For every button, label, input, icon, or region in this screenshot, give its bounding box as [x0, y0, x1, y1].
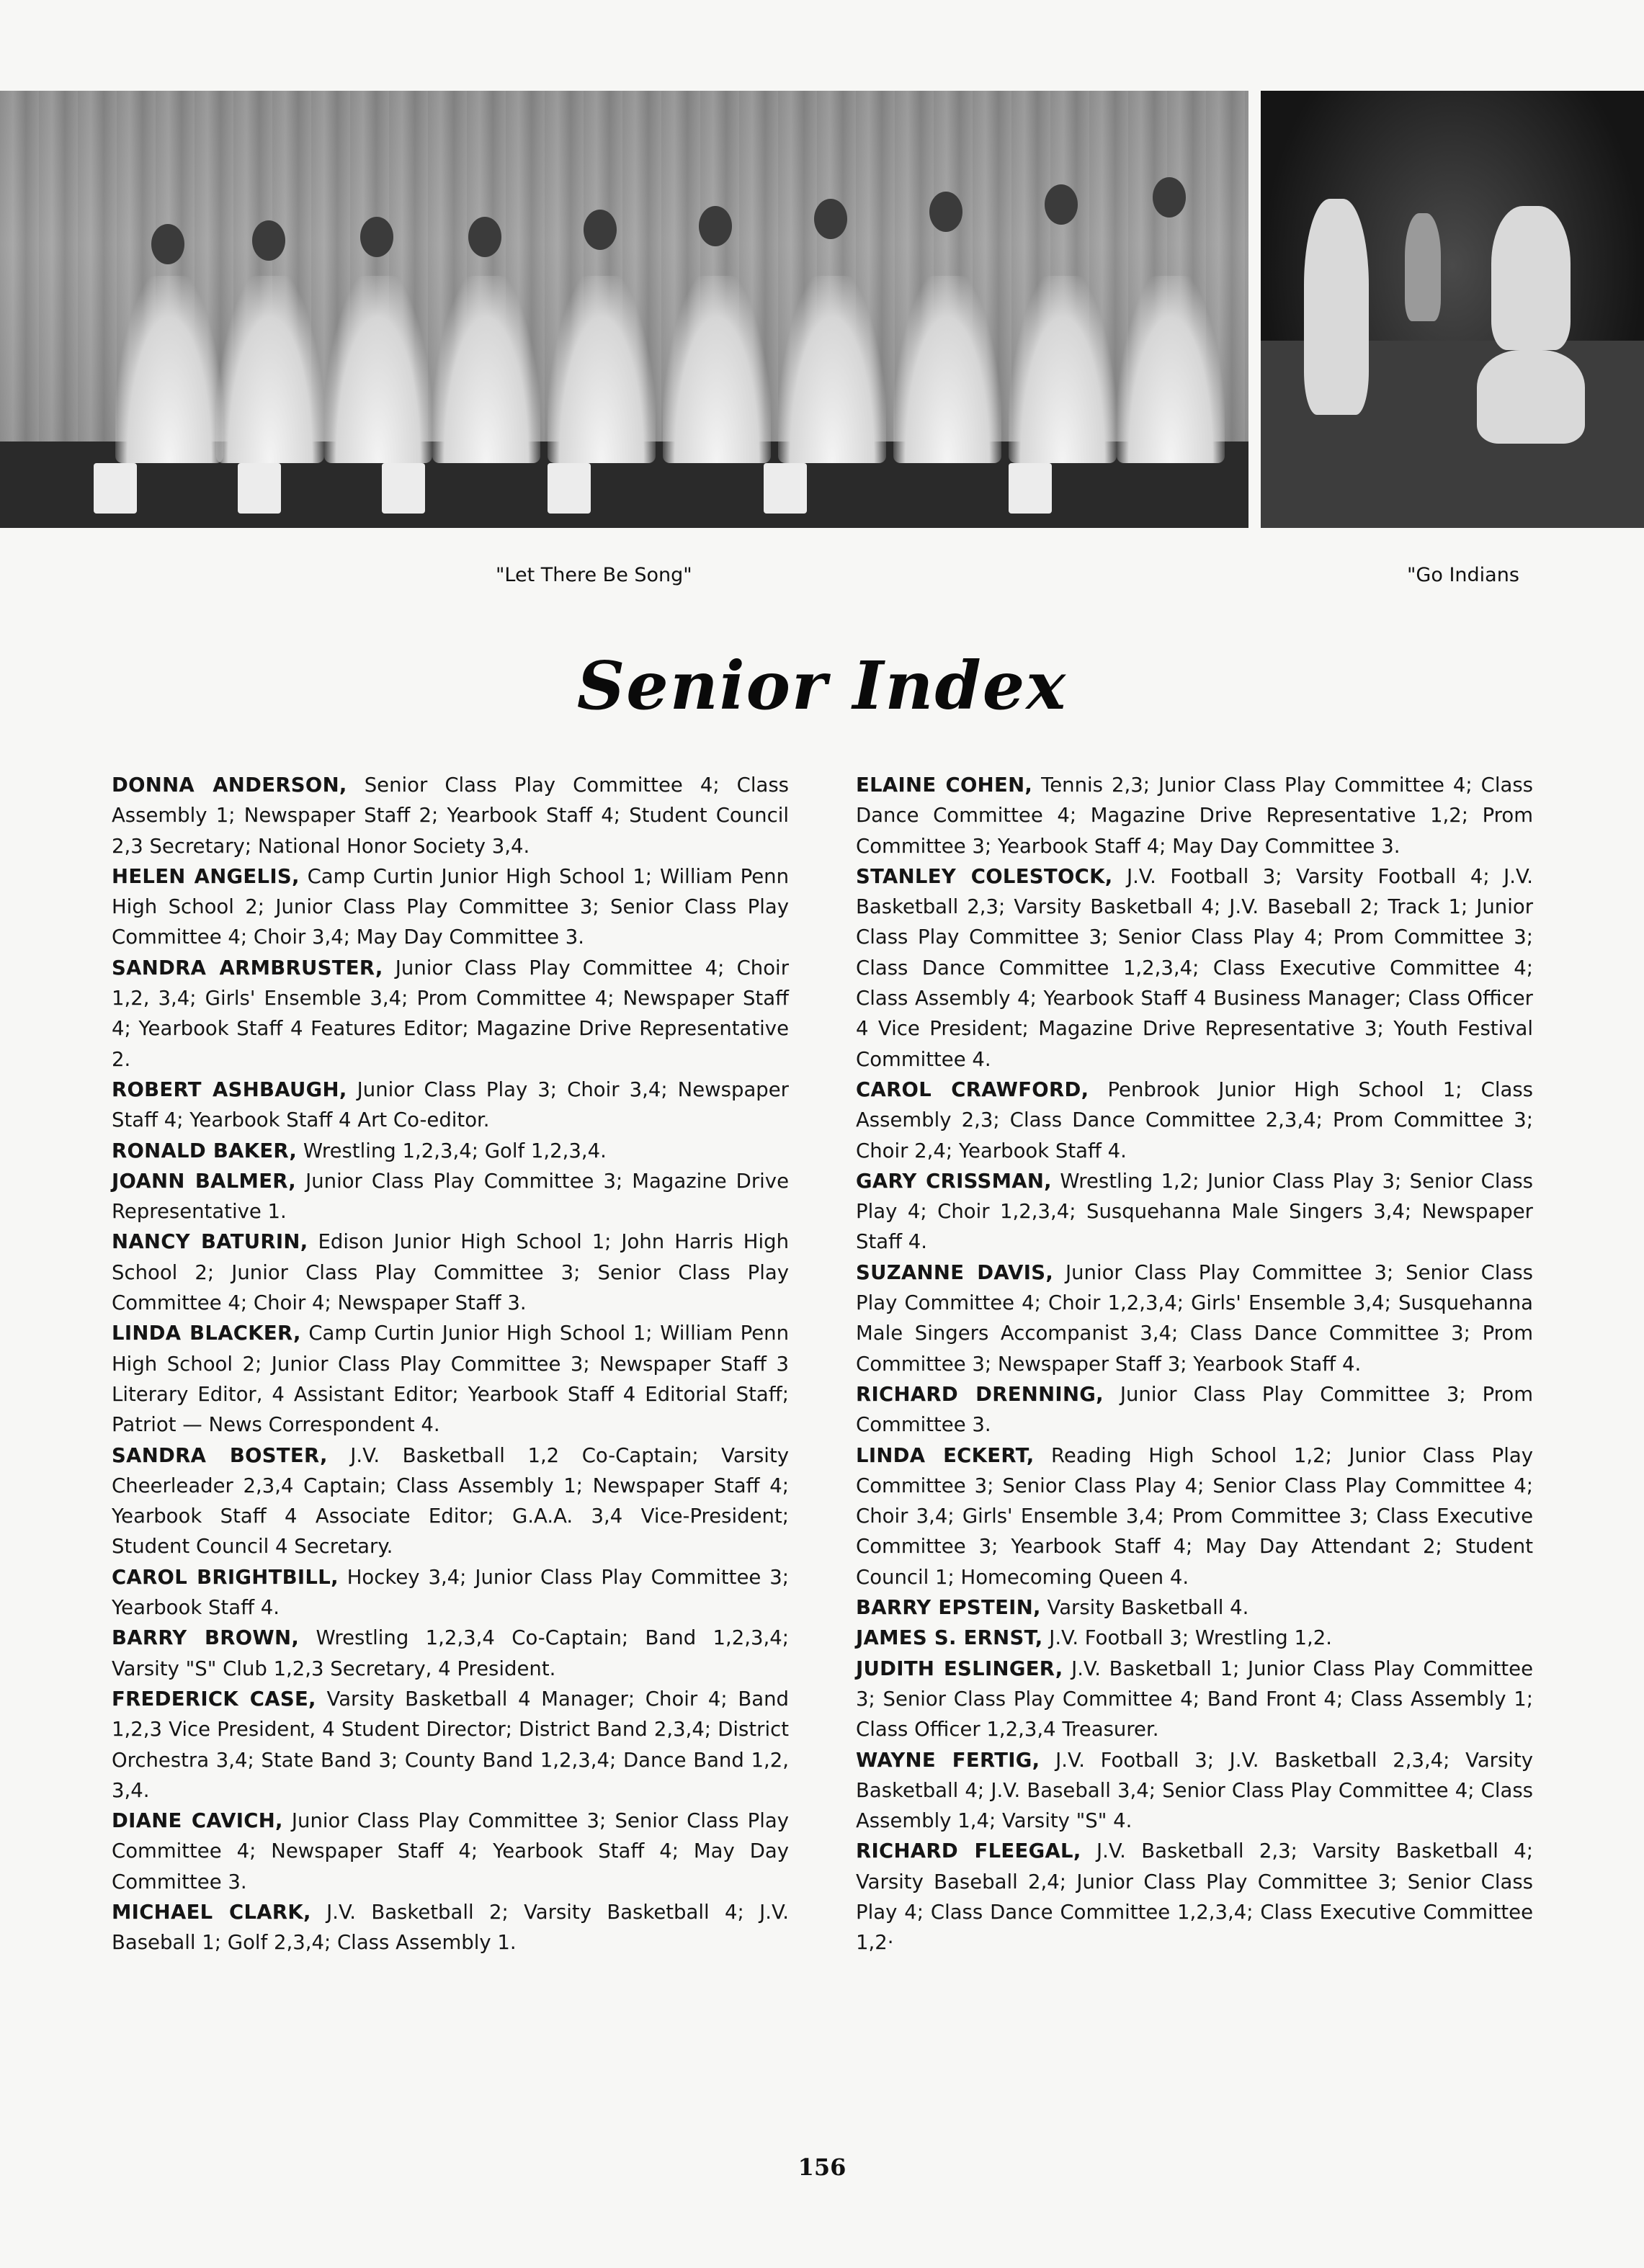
senior-entry — [856, 770, 1533, 861]
senior-activities: Edison Junior High School 1; John Harris High School 2; Junior Class Play Committee 3; Senior Class Play Committee 4; Choir 4; Newspaper Staff 3. — [112, 1230, 790, 1315]
singer-figure — [432, 276, 540, 463]
football-player — [1477, 350, 1585, 444]
football-player — [1491, 206, 1571, 350]
football-photo — [1261, 91, 1644, 528]
singer-head — [584, 210, 617, 250]
senior-name: FREDERICK CASE, — [112, 1687, 316, 1711]
senior-entry — [112, 1227, 789, 1318]
senior-name: BARRY BROWN, — [112, 1626, 300, 1650]
senior-activities: J.V. Basketball 1; Junior Class Play Committee 3; Senior Class Play Committee 4; Band Front 4; Class Assembly 1; Class Officer 1,2,3,4 Treasurer. — [856, 1657, 1533, 1742]
photo-caption-football: "Go Indians — [1407, 564, 1519, 586]
singer-figure — [1117, 276, 1225, 463]
singer-head — [1045, 184, 1078, 225]
senior-entry — [856, 1166, 1533, 1258]
senior-entry — [856, 1654, 1533, 1745]
senior-activities: Junior Class Play 3; Choir 3,4; Newspaper Staff 4; Yearbook Staff 4 Art Co-editor. — [112, 1077, 789, 1132]
singer-head — [151, 224, 184, 264]
senior-entry — [112, 1684, 789, 1806]
senior-entry — [856, 861, 1533, 1075]
senior-activities: J.V. Football 3; J.V. Basketball 2,3,4; Varsity Basketball 4; J.V. Baseball 3,4; Senior Class Play Committee 4; Class Assembly 1,4; Varsity "S" 4. — [856, 1748, 1533, 1833]
senior-entry — [112, 1440, 789, 1562]
singer-head — [252, 220, 285, 261]
senior-name: SUZANNE DAVIS, — [856, 1260, 1054, 1284]
flower-pot — [548, 463, 591, 514]
senior-entry — [856, 1745, 1533, 1837]
senior-name: SANDRA BOSTER, — [112, 1443, 328, 1467]
football-player — [1304, 199, 1369, 415]
senior-name: RICHARD DRENNING, — [856, 1382, 1104, 1406]
page-title: Senior Index — [576, 647, 1068, 725]
singer-head — [814, 199, 847, 239]
senior-activities: Junior Class Play Committee 3; Prom Committee 3. — [856, 1382, 1533, 1437]
flower-pot — [1009, 463, 1052, 514]
senior-name: JOANN BALMER, — [112, 1169, 297, 1193]
senior-activities: Varsity Basketball 4. — [1047, 1596, 1249, 1620]
senior-entry — [112, 1075, 789, 1136]
senior-name: LINDA BLACKER, — [112, 1322, 301, 1345]
singer-head — [360, 217, 393, 257]
photo-caption-choir: "Let There Be Song" — [496, 564, 692, 586]
senior-entry — [856, 1592, 1533, 1623]
senior-activities: Wrestling 1,2,3,4 Co-Captain; Band 1,2,3,4; Varsity "S" Club 1,2,3 Secretary, 4 President. — [112, 1626, 789, 1680]
senior-name: JAMES S. ERNST, — [856, 1626, 1043, 1650]
singer-figure — [778, 276, 886, 463]
senior-entry — [856, 1379, 1533, 1440]
senior-activities: Junior Class Play Committee 4; Choir 1,2, 3,4; Girls' Ensemble 3,4; Prom Committee 4; Newspaper Staff 4; Yearbook Staff 4 Features Editor; Magazine Drive Representative 2. — [112, 956, 789, 1071]
senior-activities: Wrestling 1,2,3,4; Golf 1,2,3,4. — [303, 1139, 607, 1162]
senior-activities: Penbrook Junior High School 1; Class Assembly 2,3; Class Dance Committee 2,3,4; Prom Committee 3; Choir 2,4; Yearbook Staff 4. — [856, 1077, 1533, 1162]
senior-name: SANDRA ARMBRUSTER, — [112, 956, 383, 980]
choir-photo — [0, 91, 1248, 528]
singer-head — [699, 206, 732, 246]
senior-name: GARY CRISSMAN, — [856, 1169, 1052, 1193]
senior-name: NANCY BATURIN, — [112, 1230, 308, 1254]
senior-name: CAROL BRIGHTBILL, — [112, 1565, 339, 1589]
senior-name: RONALD BAKER, — [112, 1139, 298, 1162]
singer-figure — [216, 276, 324, 463]
senior-name: JUDITH ESLINGER, — [856, 1657, 1063, 1680]
senior-name: ELAINE COHEN, — [856, 774, 1033, 797]
senior-entry — [112, 1136, 789, 1166]
senior-entry — [112, 1623, 789, 1684]
senior-activities: J.V. Basketball 2; Varsity Basketball 4; J.V. Baseball 1; Golf 2,3,4; Class Assembly 1. — [112, 1900, 789, 1955]
senior-name: DIANE CAVICH, — [112, 1809, 283, 1833]
senior-activities: Junior Class Play Committee 3; Senior Class Play Committee 4; Choir 1,2,3,4; Girls' Ensemble 3,4; Susquehanna Male Singers Accompanist 3,4; Class Dance Committee 3; Prom Committee 3; Newspaper Staff 3; Yearbook Staff 4. — [856, 1260, 1533, 1376]
senior-activities: J.V. Basketball 2,3; Varsity Basketball 4; Varsity Baseball 2,4; Junior Class Play Committee 3; Senior Class Play 4; Class Dance Committee 1,2,3,4; Class Executive Committee 1,2· — [856, 1839, 1534, 1955]
senior-entry — [856, 1836, 1533, 1958]
senior-name: STANLEY COLESTOCK, — [856, 864, 1113, 888]
senior-entry — [856, 1440, 1533, 1592]
flower-pot — [94, 463, 137, 514]
index-column-left — [112, 770, 789, 1958]
senior-name: MICHAEL CLARK, — [112, 1900, 311, 1924]
senior-name: HELEN ANGELIS, — [112, 864, 300, 888]
singer-head — [929, 192, 962, 232]
senior-name: ROBERT ASHBAUGH, — [112, 1077, 347, 1101]
singer-figure — [115, 276, 223, 463]
senior-entry — [112, 1897, 789, 1958]
senior-activities: Junior Class Play Committee 3; Senior Class Play Committee 4; Newspaper Staff 4; Yearbook Staff 4; May Day Committee 3. — [112, 1809, 790, 1893]
flower-pot — [382, 463, 425, 514]
senior-entry — [112, 953, 789, 1075]
senior-name: LINDA ECKERT, — [856, 1443, 1035, 1467]
singer-figure — [893, 276, 1001, 463]
senior-name: CAROL CRAWFORD, — [856, 1077, 1089, 1101]
singer-figure — [663, 276, 771, 463]
senior-activities: Hockey 3,4; Junior Class Play Committee 3; Yearbook Staff 4. — [112, 1565, 789, 1620]
senior-entry — [112, 1806, 789, 1897]
senior-activities: J.V. Football 3; Varsity Football 4; J.V. Basketball 2,3; Varsity Basketball 4; J.V. Baseball 2; Track 1; Junior Class Play Committee 3; Senior Class Play 4; Prom Committee 3; Class Dance Committee 1,2,3,4; Class Executive Committee 4; Class Assembly 4; Yearbook Staff 4 Business Manager; Class Officer 4 Vice President; Magazine Drive Representative 3; Youth Festival Committee 4. — [856, 864, 1533, 1071]
senior-activities: Senior Class Play Committee 4; Class Assembly 1; Newspaper Staff 2; Yearbook Staff 4; Student Council 2,3 Secretary; National Honor Society 3,4. — [112, 774, 789, 858]
singer-figure — [324, 276, 432, 463]
senior-activities: J.V. Football 3; Wrestling 1,2. — [1049, 1626, 1332, 1650]
senior-name: RICHARD FLEEGAL, — [856, 1839, 1081, 1863]
senior-name: DONNA ANDERSON, — [112, 774, 347, 797]
flower-pot — [764, 463, 807, 514]
senior-activities: Varsity Basketball 4 Manager; Choir 4; Band 1,2,3 Vice President, 4 Student Director; District Band 2,3,4; District Orchestra 3,4; State Band 3; County Band 1,2,3,4; Dance Band 1,2, 3,4. — [112, 1687, 789, 1802]
senior-activities: Wrestling 1,2; Junior Class Play 3; Senior Class Play 4; Choir 1,2,3,4; Susquehanna Male Singers 3,4; Newspaper Staff 4. — [856, 1169, 1533, 1254]
senior-activities: Camp Curtin Junior High School 1; William Penn High School 2; Junior Class Play Committee 3; Senior Class Play Committee 4; Choir 3,4; May Day Committee 3. — [112, 864, 790, 949]
senior-entry — [856, 1258, 1533, 1379]
senior-entry — [112, 1562, 789, 1623]
senior-entry — [856, 1623, 1533, 1653]
page-number: 156 — [798, 2153, 846, 2181]
senior-entry — [112, 861, 789, 953]
senior-activities: Tennis 2,3; Junior Class Play Committee 4; Class Dance Committee 4; Magazine Drive Representative 1,2; Prom Committee 3; Yearbook Staff 4; May Day Committee 3. — [856, 774, 1533, 858]
senior-activities: Junior Class Play Committee 3; Magazine Drive Representative 1. — [112, 1169, 790, 1224]
senior-activities: Camp Curtin Junior High School 1; William Penn High School 2; Junior Class Play Committee 3; Newspaper Staff 3 Literary Editor, 4 Assistant Editor; Yearbook Staff 4 Editorial Staff; Patriot — News Correspondent 4. — [112, 1322, 789, 1437]
referee-figure — [1405, 213, 1441, 321]
singer-head — [468, 217, 501, 257]
senior-entry — [112, 1318, 789, 1440]
senior-entry — [112, 770, 789, 861]
singer-head — [1153, 177, 1186, 218]
index-column-right — [856, 770, 1533, 1958]
flower-pot — [238, 463, 281, 514]
senior-activities: J.V. Basketball 1,2 Co-Captain; Varsity Cheerleader 2,3,4 Captain; Class Assembly 1; Newspaper Staff 4; Yearbook Staff 4 Associate Editor; G.A.A. 3,4 Vice-President; Student Council 4 Secretary. — [112, 1443, 790, 1559]
senior-entry — [856, 1075, 1533, 1166]
senior-entry — [112, 1166, 789, 1227]
singer-figure — [1009, 276, 1117, 463]
senior-name: WAYNE FERTIG, — [856, 1748, 1040, 1772]
senior-activities: Reading High School 1,2; Junior Class Play Committee 3; Senior Class Play 4; Senior Class Play Committee 4; Choir 3,4; Girls' Ensemble 3,4; Prom Committee 3; Class Executive Committee 3; Yearbook Staff 4; May Day Attendant 2; Student Council 1; Homecoming Queen 4. — [856, 1443, 1533, 1589]
singer-figure — [548, 276, 656, 463]
senior-name: BARRY EPSTEIN, — [856, 1596, 1041, 1620]
